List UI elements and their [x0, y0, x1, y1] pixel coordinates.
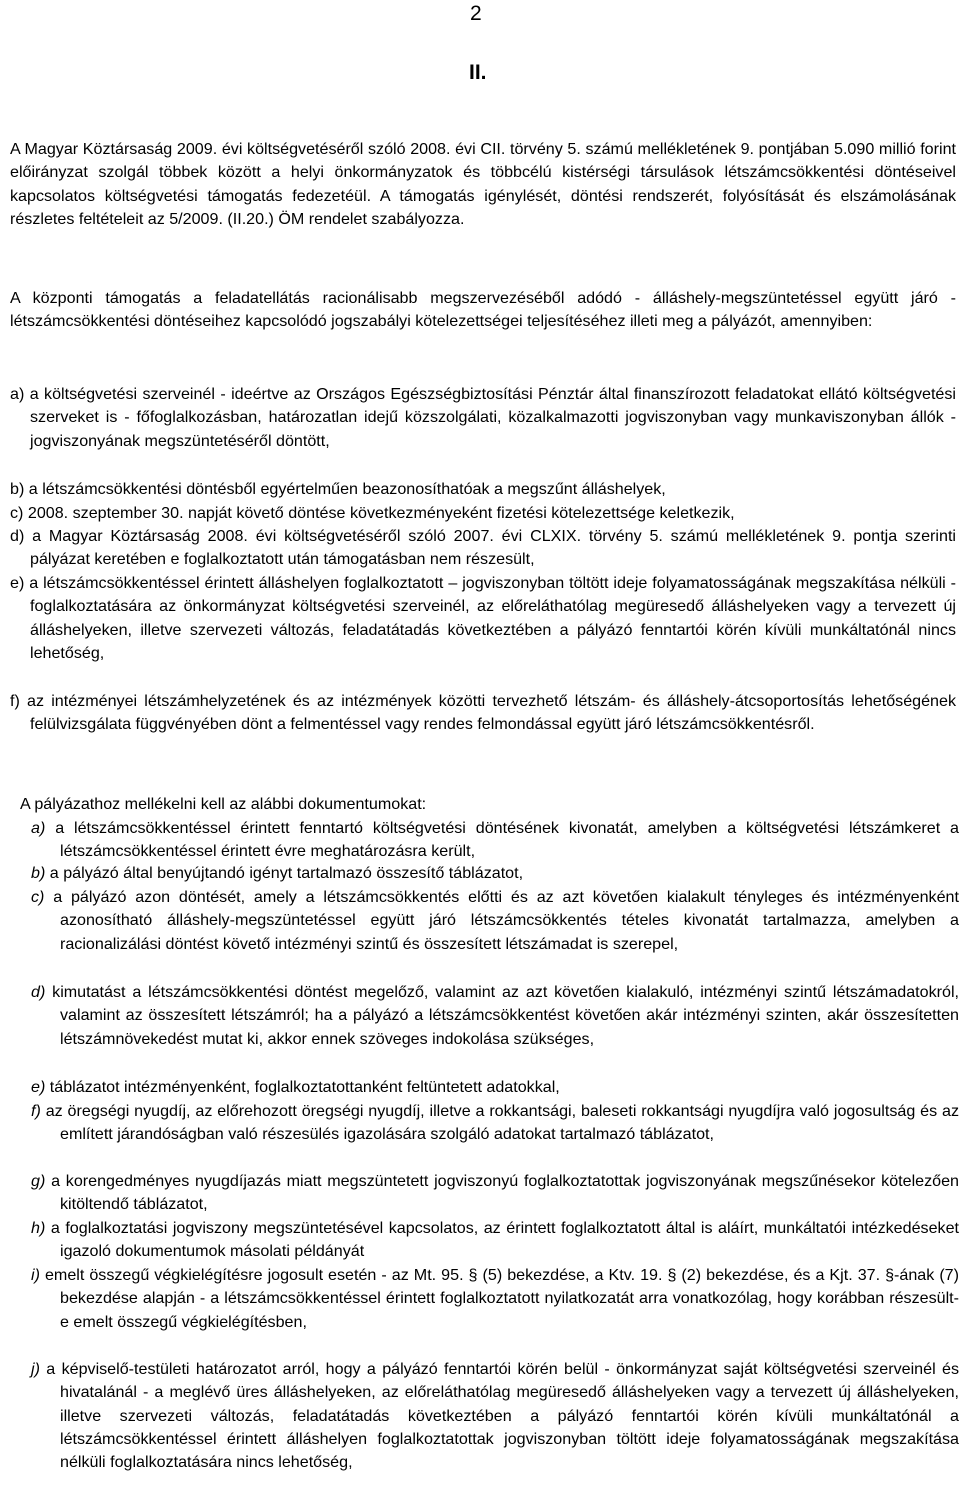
document-letter: j)	[31, 1360, 40, 1378]
document-item-a	[31, 817, 959, 864]
document-item-e	[31, 1076, 959, 1099]
document-item-g	[31, 1170, 959, 1217]
document-item-j	[31, 1358, 959, 1474]
condition-item-e: e) a létszámcsökkentéssel érintett álláshelyen foglalkoztatott – jogviszonyban töltött ideje folyamatosságának megszakítása nélküli - foglalkoztatására az önkormányzat költségvetési szerveinél, az előreláthatólag megüresedő álláshelyeken vagy a tervezett új álláshelyeken, illetve szervezeti változás, feladatátadás következtében a pályázó fenntartói körén kívüli munkáltatónál nincs lehetőség,	[10, 574, 956, 662]
condition-item-c: c) 2008. szeptember 30. napját követő döntése következményeként fizetési kötelezettsége keletkezik,	[10, 504, 735, 522]
document-letter: c)	[31, 888, 45, 906]
document-text: a képviselő-testületi határozatot arról, hogy a pályázó fenntartói körén belül - önkormányzat saját költségvetési szerveinél és hivatalánál - a meglévő üres álláshelyeken, az előreláthatólag megüresedő álláshelyeken vagy a tervezett új álláshelyeken, illetve szervezeti változás, feladatátadás következtében a pályázó fenntartói körén kívüli munkáltatónál a létszámcsökkentéssel érintett álláshelyen foglalkoztatottak jogviszonyban töltött ideje folyamatosságának megszakítása nélküli foglalkoztatására nincs lehetőség,	[46, 1360, 959, 1472]
document-text: kimutatást a létszámcsökkentési döntést megelőző, valamint az azt követően kialakuló, intézményi szintű létszámadatokról, valamint az összesített létszámról; ha a pályázó a létszámcsökkentést követően akár intézményi szinten, akár összesítetten létszámnövekedést mutat ki, akkor ennek szöveges indokolása szükséges,	[52, 983, 959, 1048]
document-letter: h)	[31, 1219, 46, 1237]
document-letter: e)	[31, 1078, 46, 1096]
central-support-paragraph: A központi támogatás a feladatellátás racionálisabb megszervezéséből adódó - álláshely-megszüntetéssel együtt járó - létszámcsökkentési döntéseihez kapcsolódó jogszabályi kötelezettségei teljesítéséhez illeti meg a pályázót, amennyiben:	[10, 289, 956, 331]
document-letter: f)	[31, 1102, 41, 1120]
document-item-c	[31, 886, 959, 956]
document-text: a foglalkoztatási jogviszony megszüntetésével kapcsolatos, az érintett foglalkoztatott által is aláírt, munkáltatói intézkedéseket igazoló dokumentumok másolati példányát	[50, 1219, 959, 1261]
document-text: a pályázó által benyújtandó igényt tartalmazó összesítő táblázatot,	[49, 864, 524, 882]
document-item-h	[31, 1217, 959, 1264]
document-item-f	[31, 1100, 959, 1147]
documents-title: A pályázathoz mellékelni kell az alábbi dokumentumokat:	[20, 795, 427, 813]
document-text: emelt összegű végkielégítésre jogosult esetén - az Mt. 95. § (5) bekezdése, a Ktv. 19. § (2) bekezdése, és a Kjt. 37. §-ának (7) bekezdése alapján - a létszámcsökkentéssel érintett foglalkoztatott nyilatkozatát arra vonatkozólag, hogy korábban részesült-e emelt összegű végkielégítésben,	[44, 1266, 959, 1331]
document-text: a korengedményes nyugdíjazás miatt megszüntetett jogviszonyú foglalkoztatottak jogviszonyának megszűnésekor kötelezően kitöltendő táblázatot,	[51, 1172, 959, 1214]
condition-item-f: f) az intézményei létszámhelyzetének és az intézmények közötti tervezhető létszám- és álláshely-átcsoportosítás lehetőségének felülvizsgálata függvényében dönt a felmentéssel vagy rendes felmondással együtt járó létszámcsökkentésről.	[10, 692, 956, 734]
intro-paragraph: A Magyar Köztársaság 2009. évi költségvetéséről szóló 2008. évi CII. törvény 5. számú mellékletének 9. pontjában 5.090 millió forint előirányzat szolgál többek között a helyi önkormányzatok és többcélú kistérségi társulások létszámcsökkentési döntéseivel kapcsolatos költségvetési támogatás fedezetéül. A támogatás igénylését, döntési rendszerét, folyósítását és elszámolásának részletes feltételeit az 5/2009. (II.20.) ÖM rendelet szabályozza.	[10, 140, 956, 228]
condition-item-a: a) a költségvetési szerveinél - ideértve az Országos Egészségbiztosítási Pénztár által finanszírozott feladatokat ellátó költségvetési szerveket is - főfoglalkozásban, határozatlan idejű közszolgálati, közalkalmazotti jogviszonyban vagy munkaviszonyban állók - jogviszonyának megszüntetéséről döntött,	[10, 385, 956, 450]
section-heading: II.	[469, 61, 487, 84]
document-text: táblázatot intézményenként, foglalkoztatottanként feltüntetett adatokkal,	[49, 1078, 560, 1096]
document-item-b	[31, 862, 959, 885]
document-letter: i)	[31, 1266, 40, 1284]
document-text: az öregségi nyugdíj, az előrehozott öregségi nyugdíj, illetve a rokkantsági, baleseti rokkantsági nyugdíjra való jogosultság és az említett járandóságban való részesülés igazolására szolgáló adatokat tartalmazó táblázatot,	[45, 1102, 959, 1144]
document-item-d	[31, 981, 959, 1051]
document-text: a pályázó azon döntését, amely a létszámcsökkentés előtti és az azt követően kialakult tényleges és intézményenként azonosítható álláshely-megszüntetéssel együtt járó létszámcsökkentés tételes kivonatát tartalmazza, amelyben a racionalizálási döntést követő intézményi szintű és összesített létszámadat is szerepel,	[53, 888, 959, 953]
document-item-i	[31, 1264, 959, 1334]
page-number: 2	[470, 2, 482, 25]
document-letter: b)	[31, 864, 46, 882]
document-letter: g)	[31, 1172, 46, 1190]
document-text: a létszámcsökkentéssel érintett fenntartó költségvetési döntésének kivonatát, amelyben a költségvetési létszámkeret a létszámcsökkentéssel érintett évre meghatározásra került,	[55, 819, 959, 861]
condition-item-b: b) a létszámcsökkentési döntésből egyértelműen beazonosíthatóak a megszűnt álláshelyek,	[10, 480, 666, 498]
condition-item-d: d) a Magyar Köztársaság 2008. évi költségvetéséről szóló 2007. évi CLXIX. törvény 5. számú mellékletének 9. pontja szerinti pályázat keretében e foglalkoztatott után támogatásban nem részesült,	[10, 527, 956, 569]
document-letter: a)	[31, 819, 46, 837]
document-letter: d)	[31, 983, 46, 1001]
